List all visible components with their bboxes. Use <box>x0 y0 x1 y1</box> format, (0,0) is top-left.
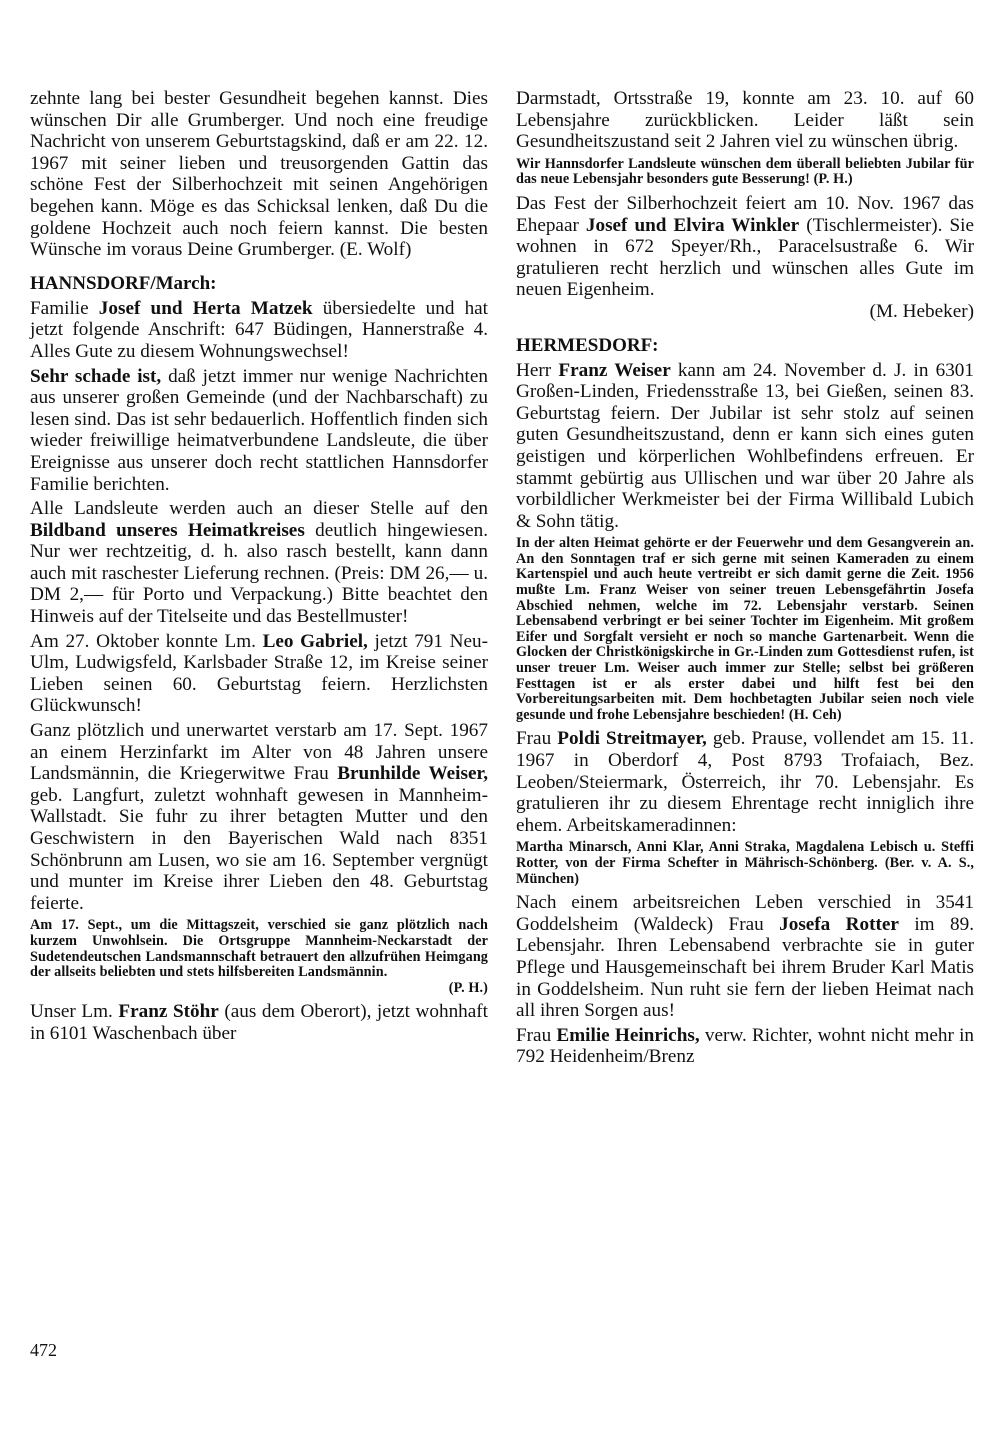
bold-name: Josef und Elvira Winkler <box>585 214 800 236</box>
left-column <box>30 88 488 1048</box>
bold-name: Josefa Rotter <box>779 913 899 935</box>
small-print-note <box>30 918 488 996</box>
text-run: übersiedelte und hat jetzt folgende Anschrift: 647 Büdingen, Hannerstraße 4. Alles Gute zu diesem Wohnungswechsel! <box>30 297 489 362</box>
text-run: daß jetzt immer nur wenige Nachrichten aus unserer großen Gemeinde (und der Nachbarschaft) zu lesen sind. Das ist sehr bedauerlich. Hoffentlich finden sich wieder freiwillige heimatverbundene Landsleute, die über Ereignisse aus unserer doch recht stattlichen Hannsdorfer Familie berichten. <box>30 365 488 495</box>
paragraph <box>516 728 974 836</box>
section-heading <box>30 273 488 295</box>
text-run: Am 17. Sept., um die Mittagszeit, verschied sie ganz plötzlich nach kurzem Unwohlsein. Die Ortsgruppe Mannheim-Neckarstadt der Sudetendeutschen Landsmannschaft betrauert den allzufrühen Heimgang der allseits beliebten und stets hilfsbereiten Landsmännin. <box>30 917 488 981</box>
text-run: Nach einem arbeitsreichen Leben verschied in 3541 Goddelsheim (Waldeck) Frau <box>516 892 974 935</box>
text-run: Unser Lm. <box>30 1001 119 1023</box>
bold-name: Sehr schade ist, <box>30 365 162 387</box>
text-run: im 89. Lebensjahr. Ihren Lebensabend verbrachte sie in guter Pflege und Hausgemeinschaft bei ihrem Bruder Karl Matis in Goddelsheim. Nun ruht sie fern der lieben Heimat nach all ihren Sorgen aus! <box>516 913 974 1022</box>
bold-name: Josef und Herta Matzek <box>98 297 313 319</box>
small-print-note <box>516 157 974 188</box>
bold-name: Franz Stöhr <box>118 1001 219 1023</box>
text-run: verw. Richter, wohnt nicht mehr in 792 Heidenheim/Brenz <box>516 1024 974 1068</box>
section-heading <box>516 335 974 357</box>
bold-name: Franz Weiser <box>558 359 671 381</box>
small-print-note <box>516 840 974 887</box>
paragraph <box>30 720 488 914</box>
text-run: Herr <box>516 359 559 381</box>
text-run: Wir Hannsdorfer Landsleute wünschen dem überall beliebten Jubilar für das neue Lebensjahr besonders gute Besserung! (P. H.) <box>516 155 974 188</box>
bold-name: Bildband unseres Heimatkreises <box>30 519 305 541</box>
paragraph <box>30 88 488 261</box>
text-run: Darmstadt, Ortsstraße 19, konnte am 23. 10. auf 60 Lebensjahre zurückblicken. Leider läßt sein Gesundheitszustand seit 2 Jahren viel zu wünschen übrig. <box>516 88 974 153</box>
text-run: zehnte lang bei bester Gesundheit begehen kannst. Dies wünschen Dir alle Grumberger. Und noch eine freudige Nachricht von unserem Geburtstagskind, daß er am 22. 12. 1967 mit seiner lieben und treusorgenden Gattin das schöne Fest der Silberhochzeit mit seinen Angehörigen begehen kann. Möge es das Schicksal lenken, daß Du die goldene Hochzeit auch noch feiern kannst. Die besten Wünsche im voraus Deine Grumberger. (E. Wolf) <box>30 88 488 261</box>
text-run: Am 27. Oktober konnte Lm. <box>30 630 263 652</box>
paragraph <box>516 892 974 1022</box>
paragraph <box>30 498 488 628</box>
paragraph <box>516 360 974 533</box>
author-signature: (P. H.) <box>448 979 488 996</box>
paragraph <box>30 1001 488 1044</box>
text-run: Martha Minarsch, Anni Klar, Anni Straka, Magdalena Lebisch u. Steffi Rotter, von der Firma Schefter in Mährisch-Schönberg. (Ber. v. A. S., München) <box>516 839 974 887</box>
text-run: Familie <box>30 297 99 319</box>
text-run: HERMESDORF: <box>516 334 659 356</box>
text-run: In der alten Heimat gehörte er der Feuerwehr und dem Gesangverein an. An den Sonntagen traf er sich gerne mit seinen Kameraden zu einem Kartenspiel und auch heute vertreibt er sich damit gerne die Zeit. 1956 mußte Lm. Franz Weiser von seiner treuen Lebensgefährtin Josefa Abschied nehmen, welche im 72. Lebensjahr verstarb. Seinen Lebensabend verbringt er bei seiner Tochter im Eigenheim. Mit großem Eifer und Sorgfalt versieht er noch so manche Gartenarbeit. Wenn die Glocken der Christkönigskirche in Gr.-Linden zum Gottesdienst rufen, ist unser treuer Lm. Weiser auch immer zur Stelle; selbst bei größeren Festtagen ist er als erster dabei und hilft fest bei den Vorbereitungsarbeiten mit. Dem hochbetagten Jubilar seien noch viele gesunde und frohe Lebensjahre beschieden! (H. Ceh) <box>516 535 974 723</box>
text-run: Frau <box>516 728 558 750</box>
text-run: HANNSDORF/March: <box>30 272 217 294</box>
text-run: Ganz plötzlich und unerwartet verstarb am 17. Sept. 1967 an einem Herzinfarkt im Alter von 48 Jahren unsere Landsmännin, die Kriegerwitwe Frau <box>30 720 488 785</box>
text-run: jetzt 791 Neu-Ulm, Ludwigsfeld, Karlsbader Straße 12, im Kreise seiner Lieben seinen 60. Geburtstag feiern. Herzlichsten Glückwunsch! <box>30 630 488 717</box>
paragraph <box>30 298 488 363</box>
text-run: deutlich hingewiesen. Nur wer rechtzeitig, d. h. also rasch bestellt, kann dann auch mit raschester Lieferung rechnen. (Preis: DM 26,— u. DM 2,— für Porto und Verpackung.) Bitte beachtet den Hinweis auf der Titelseite und das Bestellmuster! <box>30 519 489 628</box>
paragraph <box>30 631 488 717</box>
text-run: Alle Landsleute werden auch an dieser Stelle auf den <box>30 498 488 520</box>
small-print-note <box>516 536 974 723</box>
text-run: (aus dem Oberort), jetzt wohnhaft in 6101 Waschenbach über <box>30 1001 488 1044</box>
paragraph <box>516 88 974 153</box>
author-signature: (M. Hebeker) <box>869 300 974 322</box>
paragraph <box>516 1025 974 1068</box>
paragraph <box>30 366 488 496</box>
text-run: Frau <box>516 1024 557 1046</box>
paragraph <box>516 193 974 323</box>
text-run: kann am 24. November d. J. in 6301 Großen-Linden, Friedensstraße 13, bei Gießen, seinen 83. Geburtstag feiern. Der Jubilar ist sehr stolz auf seinen guten Gesundheitszustand, denn er kann sich eines guten geistigen und körperlichen Wohlbefindens erfreuen. Er stammt gebürtig aus Ullischen und war über 20 Jahre als vorbildlicher Werkmeister bei der Firma Willibald Lubich & Sohn tätig. <box>516 359 974 532</box>
page-number: 472 <box>30 1340 57 1360</box>
bold-name: Emilie Heinrichs, <box>556 1024 700 1046</box>
text-run: geb. Prause, vollendet am 15. 11. 1967 in Oberdorf 4, Post 8793 Trofaiach, Bez. Leoben/Steiermark, Österreich, ihr 70. Lebensjahr. Es gratulieren ihr zu diesem Ehrentage recht inniglich ihre ehem. Arbeitskameradinnen: <box>516 728 974 836</box>
bold-name: Leo Gabriel, <box>262 630 368 652</box>
text-run: Das Fest der Silberhochzeit feiert am 10. Nov. 1967 das Ehepaar <box>516 192 974 236</box>
right-column <box>516 88 974 1071</box>
text-run: (Tischlermeister). Sie wohnen in 672 Speyer/Rh., Paracelsustraße 6. Wir gratulieren recht herzlich und wünschen alles Gute im neuen Eigenheim. <box>516 214 974 301</box>
bold-name: Brunhilde Weiser, <box>337 763 489 785</box>
text-run: geb. Langfurt, zuletzt wohnhaft gewesen in Mannheim-Wallstadt. Sie fuhr zu ihrer betagten Mutter und den Geschwistern in den Bayerischen Wald nach 8351 Schönbrunn am Lusen, wo sie am 16. September vergnügt und munter im Kreise ihrer Lieben den 48. Geburtstag feierte. <box>30 784 488 914</box>
bold-name: Poldi Streitmayer, <box>557 728 707 750</box>
